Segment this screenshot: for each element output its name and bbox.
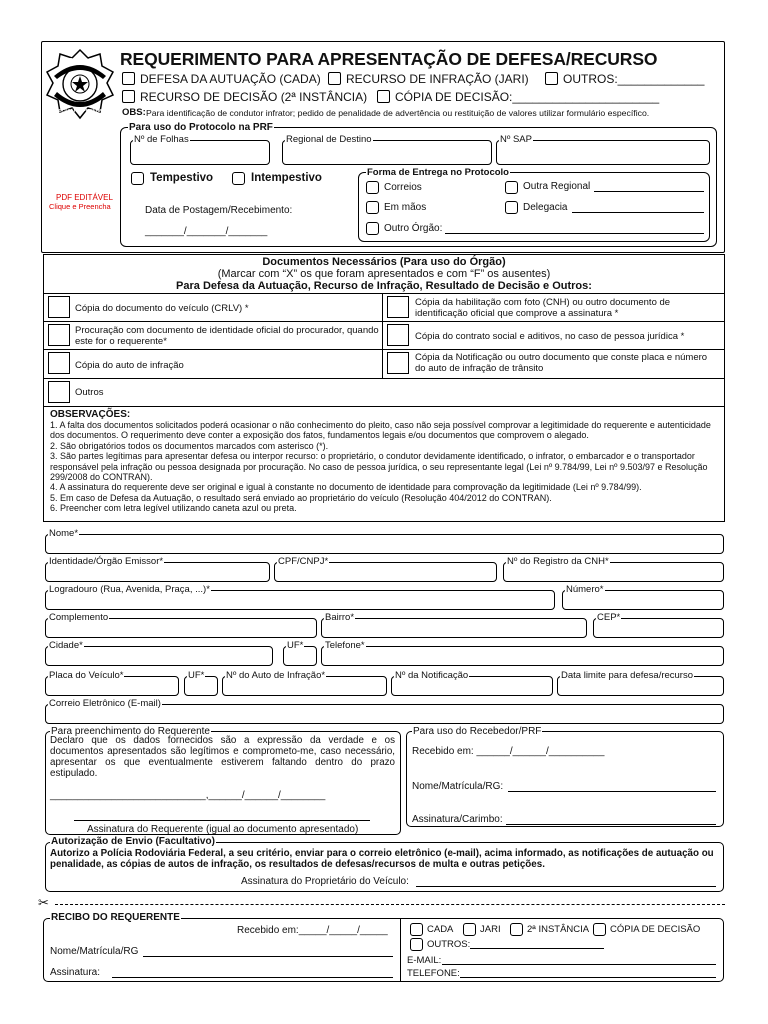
email-label: Correio Eletrônico (E-mail)	[49, 698, 161, 709]
cidade-label: Cidade*	[49, 640, 83, 651]
sap-field[interactable]	[496, 134, 710, 165]
recibo-assinatura-line[interactable]	[112, 977, 393, 978]
recibo-instancia-label: 2ª INSTÂNCIA	[527, 924, 590, 935]
cpf-label: CPF/CNPJ*	[278, 556, 329, 567]
autorizacao-title: Autorização de Envio (Facultativo)	[51, 836, 215, 847]
entrega-em-maos-checkbox[interactable]	[366, 201, 379, 214]
recibo-outros-checkbox[interactable]	[410, 938, 423, 951]
option-copia-decisao: CÓPIA DE DECISÃO:______________________	[395, 90, 660, 104]
recebedor-assinatura-label: Assinatura/Carimbo:	[412, 814, 503, 825]
recibo-title: RECIBO DO REQUERENTE	[51, 912, 180, 923]
entrega-correios-label: Correios	[384, 182, 422, 193]
cpf-field[interactable]	[274, 556, 497, 582]
entrega-outro-orgao-checkbox[interactable]	[366, 222, 379, 235]
docs-grid-divider	[382, 293, 383, 378]
notificacao-label: Nº da Notificação	[395, 670, 469, 681]
checkbox-recurso-decisao[interactable]	[122, 90, 135, 103]
cnh-field[interactable]	[503, 556, 724, 582]
complemento-label: Complemento	[49, 612, 109, 623]
recibo-email-line[interactable]	[442, 964, 716, 965]
recibo-nome-label: Nome/Matrícula/RG	[50, 946, 139, 957]
doc-procuracao-checkbox[interactable]	[48, 324, 70, 346]
placa-label: Placa do Veículo*	[49, 670, 124, 681]
observacao-6: 6. Preencher com letra legível utilizando caneta azul ou preta.	[50, 503, 297, 514]
recibo-assinatura-label: Assinatura:	[50, 967, 101, 978]
regional-destino-field[interactable]	[282, 134, 492, 165]
autorizacao-assinatura-label: Assinatura do Proprietário do Veículo:	[241, 876, 409, 887]
telefone-field[interactable]	[321, 640, 724, 666]
recibo-jari-checkbox[interactable]	[463, 923, 476, 936]
doc-crlv-label: Cópia do documento do veículo (CRLV) *	[75, 303, 249, 314]
docs-row-line-3	[43, 378, 725, 379]
intempestivo-label: Intempestivo	[251, 172, 322, 184]
doc-auto-label: Cópia do auto de infração	[75, 360, 184, 371]
entrega-outro-orgao-label: Outro Órgão:	[384, 223, 443, 234]
observacao-4: 4. A assinatura do requerente deve ser original e igual à constante no documento de identidade para comprovação da legitimidade (Lei nº 9.784/99).	[50, 482, 642, 493]
tempestivo-checkbox[interactable]	[131, 172, 144, 185]
autorizacao-text: Autorizo a Polícia Rodoviária Federal, a seu critério, enviar para o correio eletrônico (e-mail), acima informado, as notificações de autuação ou penalidade, as cópias de autos de infração, os resultados de defesas/recursos de multa e outras petições.	[50, 848, 714, 870]
protocolo-title: Para uso do Protocolo na PRF	[129, 122, 273, 133]
docs-row-line-1	[43, 321, 725, 322]
complemento-field[interactable]	[45, 612, 317, 638]
outra-regional-line[interactable]	[594, 191, 704, 192]
requerente-declaracao: Declaro que os dados fornecidos são a expressão da verdade e os documentos apresentados são legítimos e comprometo-me, caso necessário, apresentar os que eventualmente estiverem faltando dentro do prazo estipulado.	[50, 735, 395, 779]
telefone-label: Telefone*	[325, 640, 365, 651]
recibo-nome-line[interactable]	[143, 956, 393, 957]
entrega-outra-regional-checkbox[interactable]	[505, 181, 518, 194]
outro-orgao-line[interactable]	[445, 233, 704, 234]
bairro-field[interactable]	[321, 612, 587, 638]
observacao-3: 3. São partes legítimas para apresentar defesa ou interpor recurso: o proprietário, o condutor devidamente identificado, o infrator, o embarcador e o transportador responsável pela infração ou pessoa designada por procuração. No caso de pessoa jurídica, o seu representante legal (Lei nº 9.784/99, Lei nº 9.503/97 e Resolução 299/2008 do CONTRAN).	[50, 451, 708, 483]
checkbox-recurso-infracao[interactable]	[328, 72, 341, 85]
observacao-5: 5. Em caso de Defesa da Autuação, o resultado será enviado ao proprietário do veículo (Resolução 404/2012 do CONTRAN).	[50, 492, 552, 503]
observacoes-title: OBSERVAÇÕES:	[50, 409, 131, 420]
recibo-outros-label: OUTROS:	[427, 939, 471, 950]
prf-logo	[44, 48, 116, 124]
requerente-assinatura-label: Assinatura do Requerente (igual ao documento apresentado)	[87, 824, 359, 835]
recibo-divider	[400, 918, 401, 982]
doc-notificacao-checkbox[interactable]	[387, 352, 409, 374]
documentos-title: Documentos Necessários (Para uso do Órgão)	[262, 256, 506, 268]
doc-contrato-checkbox[interactable]	[387, 324, 409, 346]
doc-outros-label: Outros	[75, 387, 104, 398]
doc-notificacao-label: Cópia da Notificação ou outro documento que conste placa e número do auto de infração de trânsito	[415, 352, 708, 374]
recebedor-title: Para uso do Recebedor/PRF	[413, 726, 542, 737]
pdf-editavel-label: PDF EDITÁVEL	[56, 193, 113, 202]
observacoes-list	[50, 420, 722, 514]
cep-field[interactable]	[593, 612, 724, 638]
cnh-label: Nº do Registro da CNH*	[507, 556, 609, 567]
uf-label: UF*	[287, 640, 304, 651]
documentos-subtitle: (Marcar com “X” os que foram apresentados e com “F” os ausentes)	[217, 268, 551, 280]
numero-label: Número*	[566, 584, 604, 595]
numero-field[interactable]	[562, 584, 724, 610]
data-limite-label: Data limite para defesa/recurso	[561, 670, 694, 681]
auto-field[interactable]	[222, 670, 387, 696]
recibo-instancia-checkbox[interactable]	[510, 923, 523, 936]
obs-text: Para identificação de condutor infrator; pedido de penalidade de advertência ou restituição de valores utilizar formulário específico.	[146, 108, 650, 118]
email-field[interactable]	[45, 698, 724, 724]
obs-label: OBS:	[122, 107, 146, 118]
entrega-title: Forma de Entrega no Protocolo	[367, 167, 509, 178]
requerente-date-line[interactable]: ____________________________,______/______/________	[50, 790, 326, 801]
nome-label: Nome*	[49, 528, 79, 539]
requerente-signature-line[interactable]	[74, 820, 370, 821]
auto-label: Nº do Auto de Infração*	[226, 670, 326, 681]
entrega-outra-regional-label: Outra Regional	[523, 181, 591, 192]
entrega-delegacia-label: Delegacia	[523, 202, 568, 213]
logo-text-top: POLÍCIA	[62, 57, 98, 66]
uf-field[interactable]	[283, 640, 317, 666]
requerente-title: Para preenchimento do Requerente	[51, 726, 210, 737]
identidade-label: Identidade/Órgão Emissor*	[49, 556, 164, 567]
doc-contrato-label: Cópia do contrato social e aditivos, no caso de pessoa jurídica *	[415, 331, 685, 342]
recibo-copia-label: CÓPIA DE DECISÃO	[610, 924, 701, 935]
recebedor-recebido[interactable]: Recebido em: ______/______/__________	[412, 746, 605, 757]
data-postagem-label: Data de Postagem/Recebimento:	[145, 205, 293, 216]
logo-text-bottom: RODOVIÁRIA FEDERAL	[51, 108, 106, 114]
checkbox-copia-decisao[interactable]	[377, 90, 390, 103]
doc-auto-checkbox[interactable]	[48, 352, 70, 374]
uf2-field[interactable]	[184, 670, 218, 696]
checkbox-outros[interactable]	[545, 72, 558, 85]
recibo-copia-checkbox[interactable]	[593, 923, 606, 936]
intempestivo-checkbox[interactable]	[232, 172, 245, 185]
option-outros: OUTROS:_____________	[563, 72, 705, 86]
notificacao-field[interactable]	[391, 670, 553, 696]
entrega-delegacia-checkbox[interactable]	[505, 201, 518, 214]
option-defesa-autuacao: DEFESA DA AUTUAÇÃO (CADA)	[140, 72, 321, 86]
pdf-editavel-sub: Clique e Preencha	[49, 202, 111, 211]
folhas-field[interactable]	[130, 134, 270, 165]
logradouro-field[interactable]	[45, 584, 555, 610]
recebedor-nome-label: Nome/Matrícula/RG:	[412, 781, 504, 792]
recebedor-assinatura-line[interactable]	[506, 824, 716, 825]
entrega-correios-checkbox[interactable]	[366, 181, 379, 194]
cut-line	[55, 904, 725, 905]
regional-destino-label: Regional de Destino	[286, 134, 372, 145]
option-recurso-decisao: RECURSO DE DECISÃO (2ª INSTÂNCIA)	[140, 90, 368, 104]
autorizacao-assinatura-line[interactable]	[416, 886, 716, 887]
recibo-email-label: E-MAIL:	[407, 955, 442, 966]
recebedor-nome-line[interactable]	[508, 791, 716, 792]
recibo-telefone-line[interactable]	[460, 977, 716, 978]
cep-label: CEP*	[597, 612, 621, 623]
entrega-em-maos-label: Em mãos	[384, 202, 427, 213]
uf2-label: UF*	[188, 670, 205, 681]
identidade-field[interactable]	[45, 556, 270, 582]
recibo-outros-line[interactable]	[470, 948, 604, 949]
doc-crlv-checkbox[interactable]	[48, 296, 70, 318]
recibo-telefone-label: TELEFONE:	[407, 968, 460, 979]
logradouro-label: Logradouro (Rua, Avenida, Praça, ...)*	[49, 584, 210, 595]
scissors-icon: ✂	[38, 896, 49, 911]
doc-procuracao-label: Procuração com documento de identidade oficial do procurador, quando este for o requerente*	[75, 325, 379, 347]
sap-label: Nº SAP	[500, 134, 532, 145]
tempestivo-label: Tempestivo	[150, 172, 214, 184]
documentos-section-title: Para Defesa da Autuação, Recurso de Infração, Resultado de Decisão e Outros:	[176, 280, 592, 292]
cidade-field[interactable]	[45, 640, 273, 666]
page-title: REQUERIMENTO PARA APRESENTAÇÃO DE DEFESA/RECURSO	[120, 49, 658, 69]
recibo-cada-checkbox[interactable]	[410, 923, 423, 936]
observacao-2: 2. São obrigatórios todos os documentos marcados com asterisco (*).	[50, 440, 329, 451]
delegacia-line[interactable]	[572, 212, 704, 213]
doc-cnh-label: Cópia da habilitação com foto (CNH) ou outro documento de identificação oficial que comprove a assinatura *	[415, 297, 671, 319]
recibo-cada-label: CADA	[427, 924, 454, 935]
data-postagem-blank[interactable]: _______/_______/_______	[145, 226, 268, 237]
doc-cnh-checkbox[interactable]	[387, 296, 409, 318]
bairro-label: Bairro*	[325, 612, 355, 623]
option-recurso-infracao: RECURSO DE INFRAÇÃO (JARI)	[346, 72, 529, 86]
recibo-jari-label: JARI	[480, 924, 501, 935]
data-limite-field[interactable]	[557, 670, 724, 696]
checkbox-defesa-autuacao[interactable]	[122, 72, 135, 85]
docs-row-line-2	[43, 349, 725, 350]
doc-outros-checkbox[interactable]	[48, 381, 70, 403]
nome-field[interactable]	[45, 528, 724, 554]
observacao-1: 1. A falta dos documentos solicitados poderá ocasionar o não conhecimento do pleito, caso não seja possível comprovar a legitimidade do requerente e autenticidade dos documentos. O requerimento deve conter a exposição dos fatos, fundamentos legais e/ou documentos que comprovem o alegado.	[50, 420, 711, 441]
placa-field[interactable]	[45, 670, 179, 696]
folhas-label: Nº de Folhas	[134, 134, 189, 145]
recibo-recebido[interactable]: Recebido em:_____/_____/_____	[237, 925, 388, 936]
